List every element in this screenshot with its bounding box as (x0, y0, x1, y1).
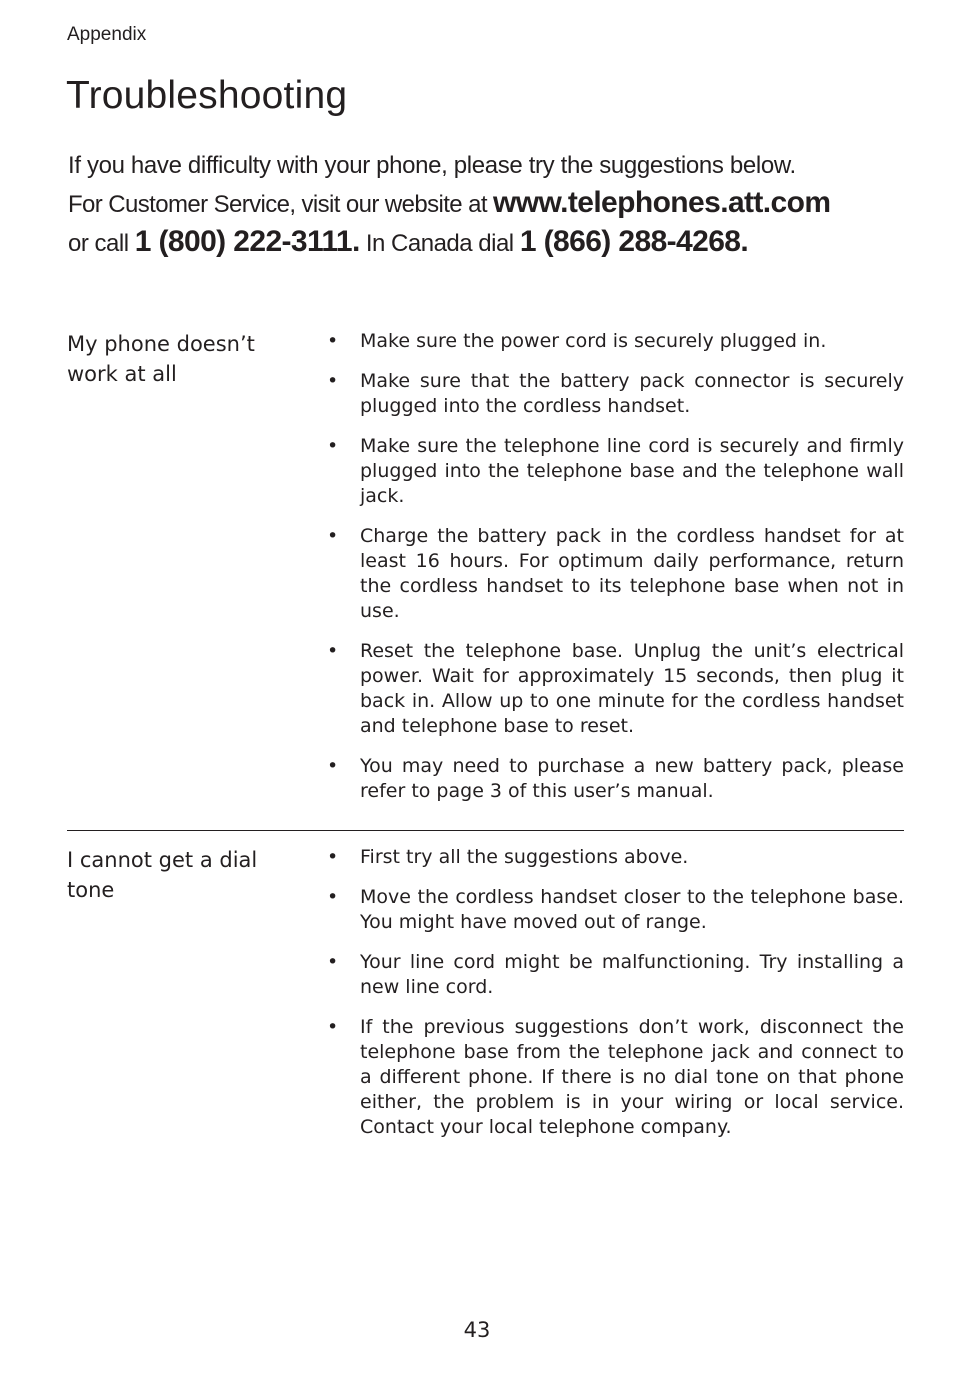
solution-item (327, 329, 904, 354)
bullet-icon: • (327, 370, 339, 392)
bullet-icon: • (327, 435, 339, 457)
phone-us: 1 (800) 222-3111. (134, 225, 360, 258)
solution-list (327, 845, 904, 1155)
row-divider (67, 830, 904, 831)
solution-item (327, 1015, 904, 1140)
solution-text: Make sure the telephone line cord is securely and firmly plugged into the telephone base and the telephone wall jack. (360, 435, 904, 507)
solution-list (327, 329, 904, 819)
solution-item (327, 754, 904, 804)
intro-line-1: If you have difficulty with your phone, please try the suggestions below. (68, 152, 796, 179)
bullet-icon: • (327, 525, 339, 547)
solution-item (327, 434, 904, 509)
intro-canada-prefix: In Canada dial (359, 230, 520, 257)
solution-item (327, 885, 904, 935)
bullet-icon: • (327, 1016, 339, 1038)
bullet-icon: • (327, 330, 339, 352)
solution-text: If the previous suggestions don’t work, disconnect the telephone base from the telephone jack and connect to a different phone. If there is no dial tone on that phone either, the problem is in your wiring or local service. Contact your local telephone company. (360, 1016, 904, 1138)
solution-item (327, 369, 904, 419)
bullet-icon: • (327, 846, 339, 868)
intro-line-2 (68, 184, 904, 223)
page-title: Troubleshooting (66, 74, 348, 117)
solution-text: Your line cord might be malfunctioning. Try installing a new line cord. (360, 951, 904, 998)
solution-text: You may need to purchase a new battery pack, please refer to page 3 of this user’s manual. (360, 755, 904, 802)
bullet-icon: • (327, 886, 339, 908)
problem-label: I cannot get a dial tone (67, 848, 258, 902)
bullet-icon: • (327, 640, 339, 662)
solution-item (327, 845, 904, 870)
page-number: 43 (463, 1318, 491, 1342)
solution-text: Move the cordless handset closer to the telephone base. You might have moved out of range. (360, 886, 904, 933)
bullet-icon: • (327, 951, 339, 973)
solution-item (327, 639, 904, 739)
intro-website-prefix: For Customer Service, visit our website at (68, 191, 494, 218)
solution-text: Make sure the power cord is securely plugged in. (360, 330, 827, 352)
solution-item (327, 524, 904, 624)
section-label: Appendix (67, 24, 147, 45)
solution-item (327, 950, 904, 1000)
bullet-icon: • (327, 755, 339, 777)
solution-text: Charge the battery pack in the cordless handset for at least 16 hours. For optimum daily performance, return the cordless handset to its telephone base when not in use. (360, 525, 904, 622)
solution-text: First try all the suggestions above. (360, 846, 689, 868)
solution-text: Reset the telephone base. Unplug the unit’s electrical power. Wait for approximately 15 seconds, then plug it back in. Allow up to one minute for the cordless handset and telephone base to reset. (360, 640, 904, 737)
intro-call-prefix: or call (68, 230, 135, 257)
solution-text: Make sure that the battery pack connector is securely plugged into the cordless handset. (360, 370, 904, 417)
problem-label: My phone doesn’t work at all (67, 332, 255, 386)
website-link[interactable]: www.telephones.att.com (493, 186, 831, 219)
intro-line-3 (68, 223, 904, 262)
phone-canada: 1 (866) 288-4268. (519, 225, 749, 258)
intro-paragraph (68, 147, 904, 262)
